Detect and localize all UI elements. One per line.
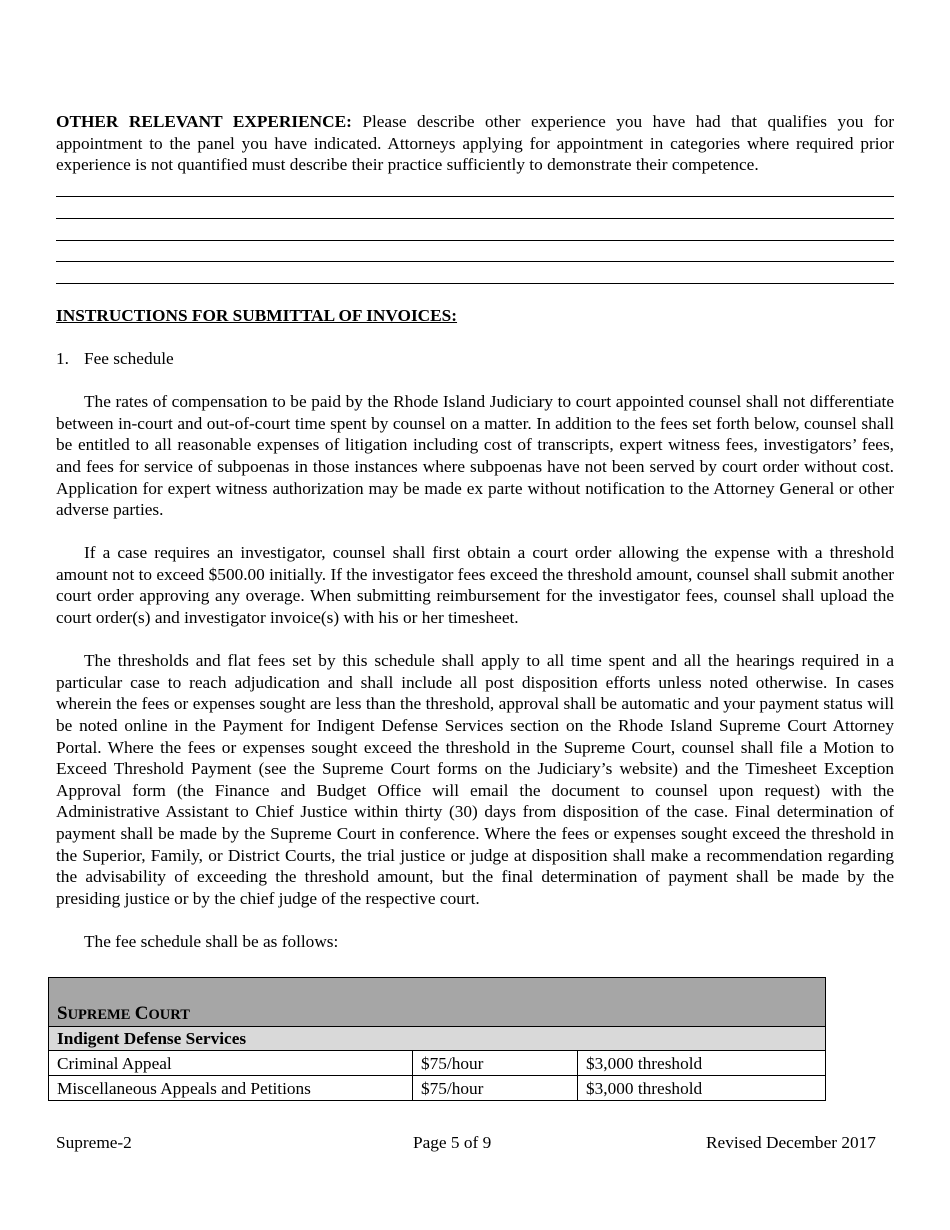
- document-body: [56, 111, 894, 953]
- threshold-cell: $3,000 threshold: [578, 1051, 826, 1076]
- paragraph-fee-schedule-intro: The fee schedule shall be as follows:: [84, 931, 339, 951]
- threshold-cell: $3,000 threshold: [578, 1076, 826, 1101]
- list-label: Fee schedule: [84, 348, 174, 368]
- rate-cell: $75/hour: [413, 1076, 578, 1101]
- answer-line[interactable]: [56, 241, 894, 263]
- answer-line[interactable]: [56, 262, 894, 284]
- paragraph-thresholds: The thresholds and flat fees set by this schedule shall apply to all time spent and all the hearings required in a particular case to reach adjudication and shall include all post disposition efforts unless noted otherwise. In cases wherein the fees or expenses sought are less than the threshold, approval shall be automatic and your payment status will be noted online in the Payment for Indigent Defense Services section on the Rhode Island Supreme Court Attorney Portal. Where the fees or expenses sought exceed the threshold in the Supreme Court, counsel shall file a Motion to Exceed Threshold Payment (see the Supreme Court forms on the Judiciary’s website) and the Timesheet Exception Approval form (the Finance and Budget Office will email the document to counsel upon request) with the Administrative Assistant to Chief Justice within thirty (30) days from disposition of the case. Final determination of payment shall be made by the Supreme Court in conference. Where the fees or expenses sought exceed the threshold in the Superior, Family, or District Courts, the trial justice or judge at disposition shall make a recommendation regarding the advisability of exceeding the threshold amount, but the final determination of payment shall be made by the presiding justice or by the chief judge of the respective court.: [56, 651, 894, 908]
- section-title: Indigent Defense Services: [49, 1027, 826, 1051]
- service-cell: Criminal Appeal: [49, 1051, 413, 1076]
- answer-line[interactable]: [56, 219, 894, 241]
- rate-cell: $75/hour: [413, 1051, 578, 1076]
- court-title: SUPREME COURT: [49, 978, 826, 1027]
- table-row: [49, 1051, 826, 1076]
- footer-page-number: Page 5 of 9: [413, 1133, 492, 1152]
- experience-label: OTHER RELEVANT EXPERIENCE:: [56, 112, 352, 131]
- court-header-row: [49, 978, 826, 1027]
- paragraph-rates: The rates of compensation to be paid by the Rhode Island Judiciary to court appointed counsel shall not differentiate between in-court and out-of-court time spent by counsel on a matter. In addition to the fees set forth below, counsel shall be entitled to all reasonable expenses of litigation including cost of transcripts, expert witness fees, investigators’ fees, and fees for service of subpoenas in those instances where subpoenas have not been served by court order without cost. Application for expert witness authorization may be made ex parte without notification to the Attorney General or other adverse parties.: [56, 392, 894, 520]
- experience-text: Please describe other experience you have had that qualifies you for appointment to the panel you have indicated. Attorneys applying for appointment in categories where required prior experience is not quantified must describe their practice sufficiently to demonstrate their competence.: [56, 112, 894, 175]
- list-number: 1.: [56, 348, 69, 368]
- instructions-heading: INSTRUCTIONS FOR SUBMITTAL OF INVOICES:: [56, 305, 458, 325]
- section-header-row: [49, 1027, 826, 1051]
- footer-revision-date: Revised December 2017: [706, 1133, 876, 1152]
- experience-paragraph: [56, 111, 894, 176]
- paragraph-investigator: If a case requires an investigator, counsel shall first obtain a court order allowing the expense with a threshold amount not to exceed $500.00 initially. If the investigator fees exceed the threshold amount, counsel shall submit another court order approving any overage. When submitting reimbursement for the investigator fees, counsel shall upload the court order(s) and investigator invoice(s) with his or her timesheet.: [56, 543, 894, 628]
- fee-table: [48, 977, 826, 1101]
- list-item-fee-schedule: [56, 348, 894, 370]
- answer-line[interactable]: [56, 176, 894, 198]
- footer-form-id: Supreme-2: [56, 1133, 132, 1152]
- service-cell: Miscellaneous Appeals and Petitions: [49, 1076, 413, 1101]
- answer-lines: [56, 176, 894, 284]
- table-row: [49, 1076, 826, 1101]
- answer-line[interactable]: [56, 197, 894, 219]
